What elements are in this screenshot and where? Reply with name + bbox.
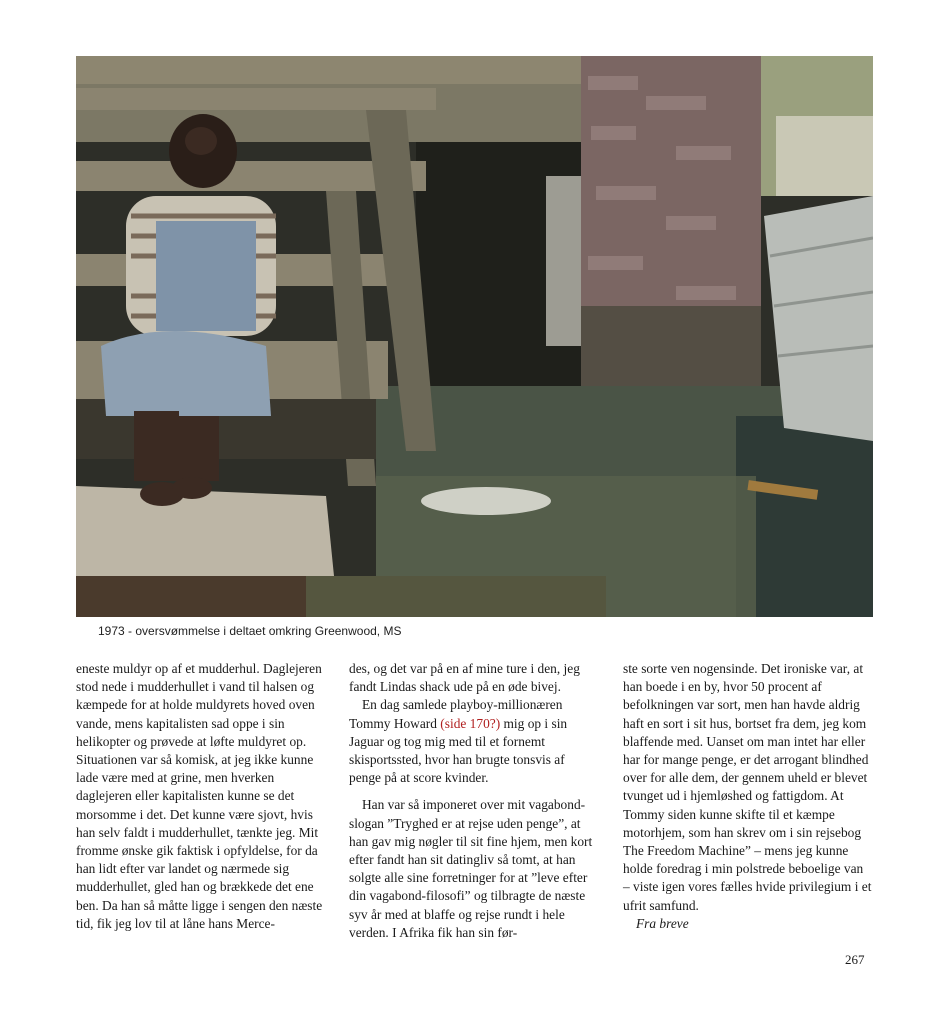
photograph (76, 56, 873, 617)
paragraph: ste sorte ven nogensinde. Det ironiske var, at han boede i en by, hvor 50 procent af befolkningen var sort, men han havde aldrig haft en sort i sit hus, bortset fra dem, jeg kom blaffende med. Uanset om man intet har eller har for mange penge, er det arrogant blindhed over for alle dem, der gennem uheld er blevet tvunget ud i hjemløshed og fattigdom. At Tommy siden kunne skifte til et kæmpe motorhjem, som han skrev om i sin rejsebog The Freedom Machine” – mens jeg kunne holde foredrag i min polstrede beboelige van – viste igen vores fælles hvide privilegium i et ufrit samfund. (623, 661, 872, 913)
text-column-3 (623, 660, 873, 933)
paragraph: eneste muldyr op af et mudderhul. Daglejeren stod nede i mudderhullet i vand til halsen og kæmpede for at holde muldyrets hoved oven vande, mens kapitalisten sad oppe i sin helikopter og prøvede at løfte muldyret op. Situationen var så komisk, at jeg ikke kunne lade være med at grine, men hverken daglejeren eller kapitalisten kunne se det morsomme i det. Det kunne være sjovt, hvis han selv faldt i mudderhullet, tænkte jeg. Mit fromme ønske gik faktisk i opfyldelse, for da han lidt efter var landet og nærmede sig mudderhullet, gled han og brækkede det ene ben. Da han så måtte ligge i sengen den næste tid, fik jeg lov til at låne hans Merce- (76, 661, 323, 931)
paragraph (349, 696, 599, 787)
paragraph-text: En dag samlede playboy-millionæren Tommy Howard (349, 697, 563, 731)
page-number: 267 (845, 952, 865, 967)
paragraph: Han var så imponeret over mit vagabond-slogan ”Tryghed er at rejse uden penge”, at han gav mig nøgler til sit fine hjem, men kort efter fandt han sit datingliv så tomt, at han solgte alle sine forretninger for at ”leve efter din vagabond-filosofi” og tilbragte de næste syv år med at blaffe og rejse rundt i hele verden. I Afrika fik han sin før- (349, 797, 593, 940)
paragraph: des, og det var på en af mine ture i den, jeg fandt Lindas shack ude på en øde bivej. (349, 661, 580, 695)
photo-caption: 1973 - oversvømmelse i deltaet omkring Greenwood, MS (98, 624, 402, 638)
flood-photo-illustration (76, 56, 873, 617)
paragraph-text: mig op i sin Jaguar og tog mig med til et fornemt skisportssted, hvor han brugte tonsvis af penge på at score kvinder. (349, 715, 568, 786)
source-signoff: Fra breve (636, 915, 689, 931)
text-column-2 (349, 660, 599, 942)
text-column-1 (76, 660, 326, 933)
page-reference-link[interactable]: (side 170?) (440, 715, 501, 731)
